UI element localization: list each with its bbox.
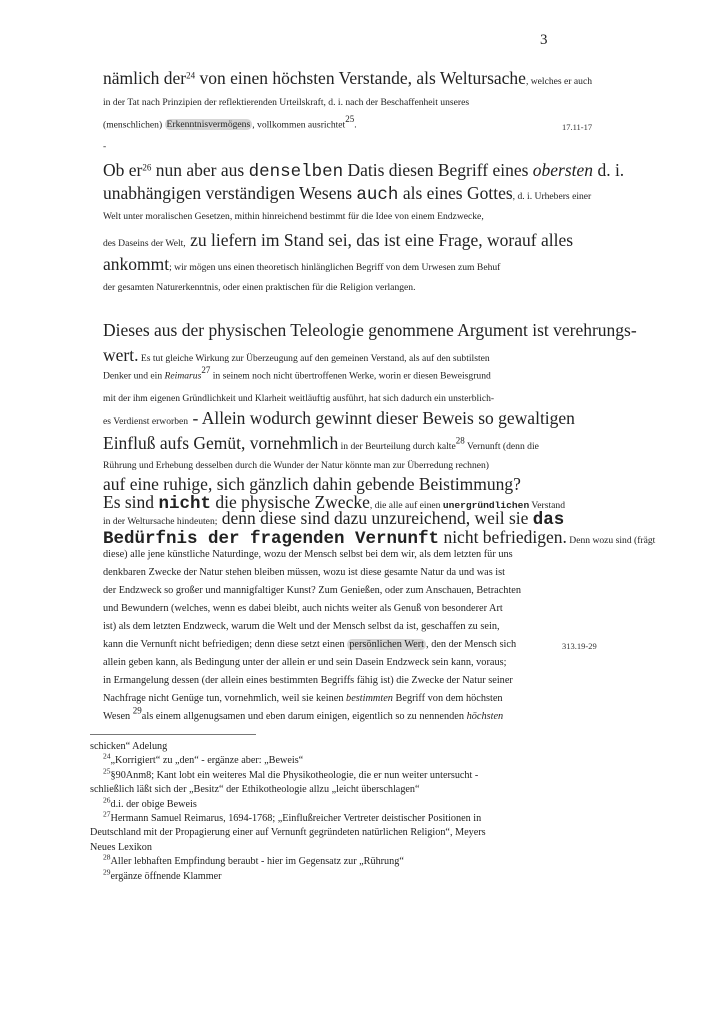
text: nun aber aus: [151, 160, 249, 180]
footnote-number: 29: [103, 867, 111, 877]
mono-term: nicht: [158, 494, 211, 514]
footnote-text: d.i. der obige Beweis: [110, 798, 197, 810]
footnote-number: 24: [103, 751, 111, 761]
footnote-continuation: schicken“ Adelung: [90, 741, 168, 752]
footnote-ref[interactable]: 26: [142, 162, 152, 173]
footnote-number: 26: [103, 795, 111, 805]
text: ankommt: [103, 254, 170, 274]
text: Vernunft (denn die: [464, 441, 539, 452]
footnote-text: Hermann Samuel Reimarus, 1694-1768; „Einflußreicher Vertreter deistischer Positionen in: [110, 813, 482, 825]
text: als einem allgenugsamen und eben darum einigen, eigentlich so zu nennenden: [141, 711, 467, 722]
margin-note: 313.19-29: [562, 641, 597, 651]
text: Wesen: [103, 711, 133, 722]
dash-separator: -: [103, 141, 107, 152]
footnote-ref[interactable]: 27: [201, 365, 211, 375]
text: (menschlichen): [103, 119, 165, 131]
text: des Daseins der Welt,: [103, 238, 186, 249]
para2-line4: [103, 230, 573, 251]
footnote-ref[interactable]: 24: [186, 70, 196, 81]
footnote-rule: [90, 734, 256, 735]
para4-line7: und Bewundern (welches, wenn es dabei bleibt, auch nichts weiter als Genuß von besonderer Art: [103, 603, 503, 614]
para3-line3: [103, 365, 491, 382]
text: wert.: [103, 345, 139, 365]
para2-line2: [103, 183, 591, 205]
footnote-27: [90, 809, 557, 826]
para3-line1: Dieses aus der physischen Teleologie genommene Argument ist verehrungs-: [103, 320, 637, 340]
emphasis: Reimarus: [164, 370, 202, 382]
para1-line2: in der Tat nach Prinzipien der reflektierenden Urteilskraft, d. i. nach der Beschaffenheit unseres: [103, 97, 470, 108]
text: Es tut gleiche Wirkung zur Überzeugung auf den gemeinen Verstand, als auf den subtilsten: [138, 353, 490, 364]
text: von einen höchsten Verstande, als Weltursache: [195, 68, 526, 88]
para2-line3: Welt unter moralischen Gesetzen, mithin hinreichend bestimmt für die Idee von einem Endzwecke,: [103, 211, 484, 222]
para4-line5: denkbaren Zwecke der Natur stehen bleiben müssen, wozu ist diese gesamte Natur da und was ist: [103, 567, 506, 578]
footnote-number: 25: [103, 766, 111, 776]
text: , vollkommen ausrichtet: [252, 119, 346, 131]
text: - Allein wodurch gewinnt dieser Beweis so gewaltigen: [188, 408, 575, 428]
text: als eines Gottes: [398, 183, 513, 203]
para2-line6: der gesamten Naturerkenntnis, oder einen praktischen für die Religion verlangen.: [103, 282, 416, 293]
para4-line6: der Endzweck so großer und mannigfaltiger Kunst? Zum Genießen, oder zum Anschauen, Betrachten: [103, 585, 522, 596]
para1-line3: [103, 114, 357, 131]
text: d. i.: [593, 160, 625, 180]
para4-line10: allein geben kann, als Bedingung unter der allein er und sein Dasein Endzweck sein kann, voraus;: [103, 657, 507, 668]
mono-term: das: [532, 510, 565, 530]
text: Begriff von dem höchsten: [392, 693, 503, 704]
text: Nachfrage nicht Genüge tun, vornehmlich, weil sie keinen: [103, 693, 347, 704]
para2-line5: [103, 254, 500, 275]
para4-line4: diese) alle jene künstliche Naturdinge, wozu der Mensch selbst bei dem wir, als dem letzten für uns: [103, 549, 513, 560]
text: Denker und ein: [103, 370, 165, 382]
text: unabhängigen verständigen Wesens: [103, 183, 357, 203]
text: Ob er: [103, 160, 143, 180]
mono-term: auch: [356, 185, 399, 205]
para3-line4: mit der ihm eigenen Gründlichkeit und Klarheit weitläuftig ausführt, hat sich dadurch ein unsterblich-: [103, 393, 495, 404]
footnote-text: ergänze öffnende Klammer: [110, 870, 222, 882]
footnote-27-cont2: Neues Lexikon: [90, 841, 152, 853]
emphasis: höchsten: [466, 711, 504, 722]
text: .: [354, 119, 357, 131]
para3-line2: [103, 345, 490, 366]
para1-line1: [103, 68, 592, 89]
footnote-24: [90, 751, 557, 768]
footnote-ref[interactable]: 25: [345, 114, 355, 124]
text: kann die Vernunft nicht befriedigen; denn diese setzt einen: [103, 639, 348, 650]
footnote-25-cont: schließlich läßt sich der „Besitz“ der Ethikotheologie allzu „leicht überschlagen“: [90, 784, 420, 796]
mono-term: Bedürfnis der fragenden Vernunft: [103, 529, 440, 549]
footnote-text: „Korrigiert“ zu „den“ - ergänze aber: „Beweis“: [110, 755, 304, 767]
text: es Verdienst erworben: [103, 416, 189, 427]
footnote-ref[interactable]: 29: [132, 705, 142, 716]
text: nicht befriedigen.: [439, 527, 567, 547]
text: Einfluß aufs Gemüt, vornehmlich: [103, 433, 339, 453]
text: in der Weltursache hindeuten;: [103, 516, 218, 527]
footnote-ref[interactable]: 28: [455, 435, 465, 446]
para3-line5: [103, 408, 575, 429]
highlighted-term[interactable]: Erkenntnisvermögens: [166, 119, 251, 131]
text: , welches er auch: [525, 76, 592, 87]
para3-line8: auf eine ruhige, sich gänzlich dahin gebende Beistimmung?: [103, 474, 521, 494]
text: in der Beurteilung durch kalte: [338, 441, 456, 452]
emphasis: obersten: [532, 160, 594, 180]
text: zu liefern im Stand sei, das ist eine Frage, worauf alles: [185, 230, 574, 250]
text: Verstand: [529, 500, 565, 511]
footnote-28: [90, 852, 557, 869]
para4-line3: [103, 527, 655, 549]
text: ; wir mögen uns einen theoretisch hinlänglichen Begriff von dem Urwesen zum Behuf: [169, 262, 501, 273]
text: Es sind: [103, 492, 159, 512]
footnote-27-cont: Deutschland mit der Propagierung einer auf Vernunft gegründeten natürlichen Religion“, Meyers: [90, 827, 486, 839]
para4-line9: [103, 638, 516, 652]
para4-line12: [103, 692, 503, 706]
text: die physische Zwecke: [210, 492, 370, 512]
margin-note: 17.11-17: [562, 122, 593, 132]
text: Denn wozu sind (frägt: [566, 535, 656, 546]
para4-line11: in Ermangelung dessen (der allein eines bestimmten Begriffs fähig ist) die Zwecke der Natur seiner: [103, 675, 513, 686]
footnote-26: [90, 795, 557, 812]
text: Datis diesen Begriff eines: [343, 160, 533, 180]
footnote-number: 28: [103, 852, 111, 862]
text: nämlich der: [103, 68, 187, 88]
para4-line13: [103, 705, 504, 724]
text: , die alle auf einen: [369, 500, 443, 511]
para3-line7: Rührung und Erhebung desselben durch die Wunder der Natur könnte man zur Überredung rechnen): [103, 460, 489, 471]
footnote-number: 27: [103, 809, 111, 819]
mono-term: unergründlichen: [442, 500, 530, 511]
text: in seinem noch nicht übertroffenen Werke, worin er diesen Beweisgrund: [210, 370, 491, 382]
footnotes: [90, 740, 557, 884]
page-number: 3: [540, 32, 548, 48]
footnote-25: [90, 766, 557, 783]
footnote-text: §90Anm8; Kant lobt ein weiteres Mal die Physikotheologie, die er nun weiter untersucht -: [110, 769, 479, 781]
text: , d. i. Urhebers einer: [512, 191, 592, 202]
para3-line6: [103, 433, 539, 454]
mono-term: denselben: [248, 162, 344, 182]
text: denn diese sind dazu unzureichend, weil sie: [217, 508, 533, 528]
para2-line1: [103, 160, 624, 182]
emphasis: bestimmten: [346, 693, 393, 704]
footnote-29: [90, 867, 557, 884]
para4-line8: ist) als dem letzten Endzweck, warum die Welt und der Mensch selbst da ist, geschaffen zu sein,: [103, 621, 500, 632]
text: , den der Mensch sich: [426, 639, 517, 650]
highlighted-term[interactable]: persönlichen Wert: [349, 639, 425, 650]
footnote-text: Aller lebhaften Empfindung beraubt - hier im Gegensatz zur „Rührung“: [110, 856, 404, 868]
